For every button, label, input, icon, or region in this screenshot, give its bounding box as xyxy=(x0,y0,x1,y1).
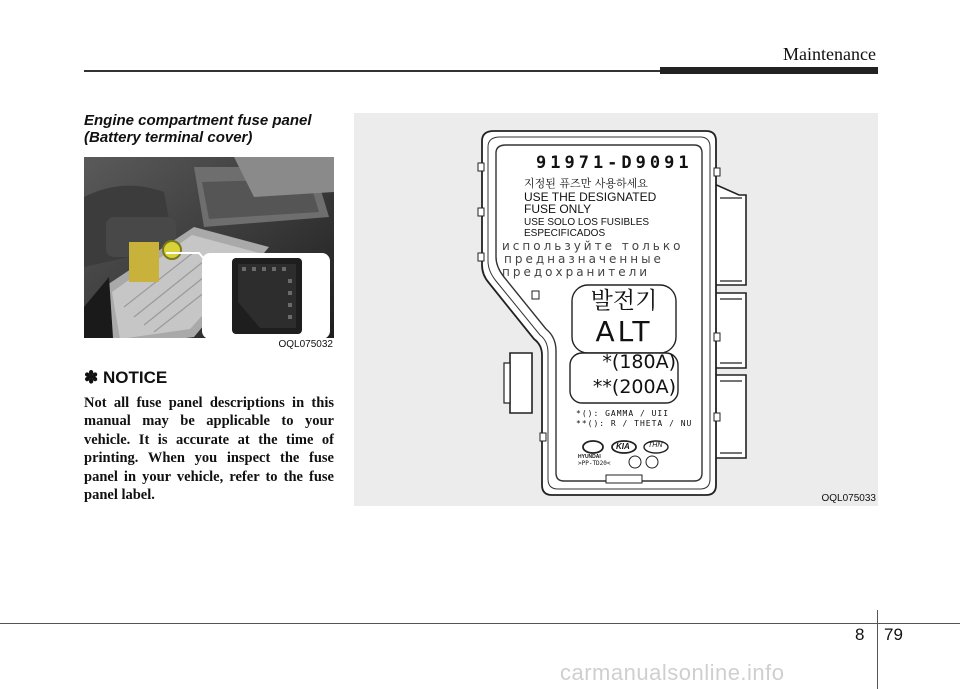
brand-hyundai: HYUNDAI xyxy=(578,454,601,460)
label-english-line1: USE THE DESIGNATED xyxy=(524,190,657,204)
label-english-line2: FUSE ONLY xyxy=(524,202,592,216)
fuse-rating-2: **(200A) xyxy=(592,376,676,398)
header-rule xyxy=(84,70,660,72)
brand-kia: KIA xyxy=(616,442,630,451)
diagram-caption: OQL075033 xyxy=(821,493,876,504)
chapter-number: 8 xyxy=(855,625,865,644)
header-rule-accent xyxy=(660,67,878,74)
engine-notes xyxy=(576,409,692,429)
label-russian xyxy=(502,240,683,279)
photo-caption: OQL075032 xyxy=(278,339,333,350)
footer-divider xyxy=(877,610,878,689)
material-code: >PP-TD20< xyxy=(578,460,611,467)
brand-thn: THN xyxy=(648,442,663,449)
engine-note-1: *(): GAMMA / UII xyxy=(576,409,670,418)
footer-rule xyxy=(0,623,878,624)
running-header: Maintenance xyxy=(783,44,876,64)
engine-photo-illustration xyxy=(84,157,334,353)
photo-caption-box xyxy=(84,338,334,353)
watermark: carmanualsonline.info xyxy=(560,660,785,685)
footer-rule-right xyxy=(878,623,960,624)
label-russian-line1: используйте только xyxy=(502,239,684,253)
section-title-line1: Engine compartment fuse panel xyxy=(84,112,312,129)
section-title xyxy=(84,112,344,146)
label-spanish-line1: USE SOLO LOS FUSIBLES xyxy=(524,217,650,228)
engine-note-2: **(): R / THETA / NU xyxy=(576,419,693,428)
section-title-line2: (Battery terminal cover) xyxy=(84,129,253,146)
fuse-label-korean: 발전기 xyxy=(590,288,658,314)
engine-compartment-photo xyxy=(84,157,334,353)
fuse-cover-diagram xyxy=(354,113,878,506)
notice-title: ✽ NOTICE xyxy=(84,368,168,387)
label-english xyxy=(524,191,656,215)
page-number: 79 xyxy=(884,625,903,644)
notice-body: Not all fuse panel descriptions in this manual may be applicable to your vehicle. It is accurate at the time of printing. When you inspect the fuse panel in your vehicle, refer to the fuse panel label. xyxy=(84,395,334,504)
fuse-rating-1: *(180A) xyxy=(602,351,676,373)
label-korean: 지정된 퓨즈만 사용하세요 xyxy=(524,177,648,190)
label-russian-line3: предохранители xyxy=(502,265,651,279)
label-spanish-line2: ESPECIFICADOS xyxy=(524,228,606,239)
label-russian-line2: предназначенные xyxy=(504,252,664,266)
label-spanish xyxy=(524,217,649,239)
part-number: 91971-D9091 xyxy=(536,153,693,173)
fuse-label-alt: ALT xyxy=(595,315,653,348)
